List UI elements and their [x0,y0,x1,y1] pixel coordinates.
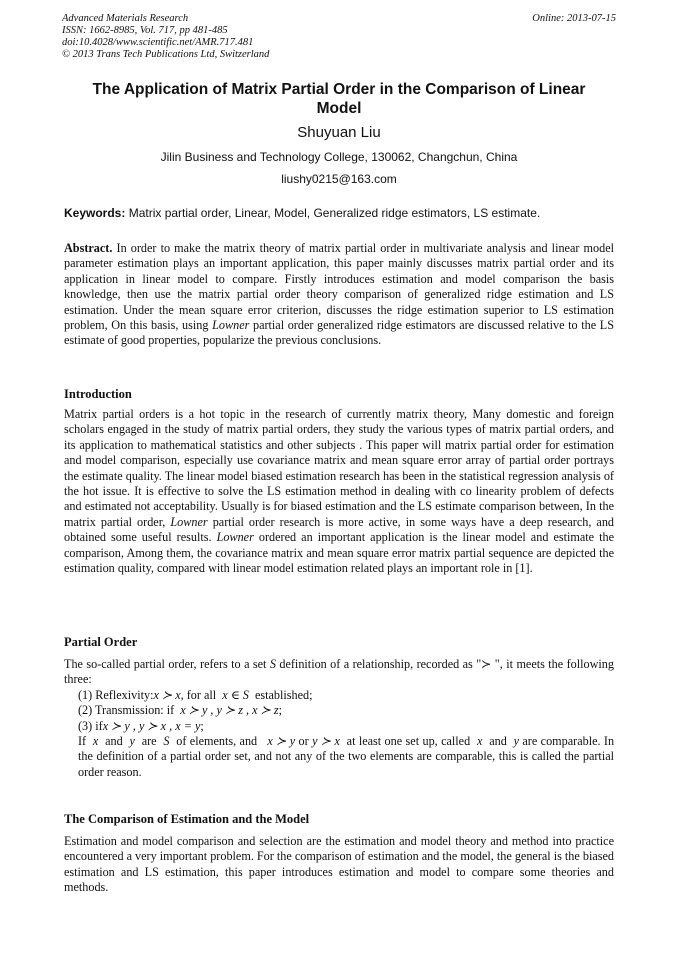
po-p-m1: x ≻ y [267,734,296,749]
doi-line[interactable]: doi:10.4028/www.scientific.net/AMR.717.481 [62,37,254,48]
po-p-m2: y ≻ x [312,734,340,749]
journal-name: Advanced Materials Research [62,13,189,24]
abstract [64,241,614,349]
keywords [64,206,614,220]
po-item-3 [64,719,614,734]
po-p-are: are [141,734,157,749]
abstract-lowner: Lowner [212,318,250,333]
comparison-text: Estimation and model comparison and selection are the estimation and model theory and method into practice encountered a very important problem. For the comparison of estimation and the model, the general is the biased estimation and LS estimation, this paper introduces estimation and model to compare some theories and methods. [64,834,614,895]
po-set-symbol: S [269,657,276,671]
partial-order-text [64,657,614,780]
po-item3-label: (3) if [78,718,103,733]
po-item1-mid: , for all [180,687,217,702]
paper-title: The Application of Matrix Partial Order in the Comparison of Linear Model [92,81,586,117]
po-p-a: If [78,734,87,749]
copyright-line: © 2013 Trans Tech Publications Ltd, Switzerland [62,49,270,60]
po-p-y: y [129,734,135,749]
abstract-text-2: partial order generalized ridge estimators are discussed relative to the LS estimate of good properties, popularize the previous conclusions. [64,318,615,348]
po-item1-label: (1) Reflexivity: [78,687,154,702]
partial-order-intro [64,657,614,688]
po-p-and: and [105,734,123,749]
po-item1-math2: x ∈ S [222,687,249,702]
po-item-2 [64,703,614,718]
po-item3-math: x ≻ y , y ≻ x , x = y [102,718,201,733]
abstract-label: Abstract. [64,241,113,255]
po-item-1 [64,688,614,703]
author-email[interactable]: liushy0215@163.com [281,172,397,186]
intro-part-3: ordered an important application is the linear model and estimate the comparison, Among them, the covariance matrix and mean square error matrix partial sequence are depicted the estimation quality, compared with linear model estimation related plays an important role in [1]. [64,530,615,576]
po-item3-end: ; [200,718,204,733]
keywords-label: Keywords: [64,206,126,220]
intro-part-2: partial order research is more active, in some ways have a deep research, and obtained some useful results. [64,514,615,545]
po-intro-b: definition of a relationship, recorded as "≻ ", it meets the following three: [64,657,614,687]
po-p-x: x [92,734,99,749]
po-item1-math: x ≻ x [153,687,181,702]
issn-line: ISSN: 1662-8985, Vol. 717, pp 481-485 [62,25,228,36]
introduction-heading: Introduction [64,387,132,401]
author-name: Shuyuan Liu [297,124,381,141]
journal-header [62,13,616,61]
po-p-or: or [298,734,309,749]
po-p-s: S [163,734,170,749]
comparison-heading: The Comparison of Estimation and the Model [64,812,310,826]
po-item2-label: (2) Transmission: if [78,703,175,718]
abstract-text-1: In order to make the matrix theory of matrix partial order in multivariate analysis and linear model parameter estimation plays an important application, this paper mainly discusses matrix partial order and its application in linear model to compare. Firstly introduces estimation and model comparison the basis knowledge, then use the matrix partial order theory comparison of generalized ridge estimation and LS estimation. Under the mean square error criterion, discusses the ridge estimation superior to LS estimation problem, On this basis, using [64,241,614,333]
keywords-text: Matrix partial order, Linear, Model, Generalized ridge estimators, LS estimate. [128,206,541,220]
partial-order-heading: Partial Order [64,635,138,649]
po-p-y2: y [513,734,519,749]
po-p-d: are comparable. In the definition of a partial order set, and not any of the two elements are comparable, this is called the partial order reason. [78,734,615,779]
author-affiliation: Jilin Business and Technology College, 130062, Changchun, China [160,150,518,164]
introduction-text [64,407,614,576]
intro-lowner-2: Lowner [216,530,254,545]
online-date: Online: 2013-07-15 [532,13,616,24]
intro-lowner-1: Lowner [170,514,208,529]
po-comparable-paragraph [64,734,614,780]
po-item2-end: ; [278,703,282,718]
po-p-x2: x [476,734,483,749]
po-p-and2: and [489,734,507,749]
po-p-b: of elements, and [176,734,258,749]
po-intro-a: The so-called partial order, refers to a set [64,657,267,671]
po-p-c: at least one set up, called [346,734,471,749]
po-item1-end: established; [254,687,313,702]
intro-part-1: Matrix partial orders is a hot topic in the research of currently matrix theory, Many domestic and foreign scholars engaged in the study of matrix partial orders, they study the various types of matrix partial orders, and its application to mathematical statistics and other subjects . This paper will matrix partial order for estimation and model comparison, especially use covariance matrix and mean square error array of partial order portrays the estimate quality. The linear model biased estimation research has been in the statistical regression analysis of the hot issue. It is effective to solve the LS estimation method in dealing with co linearity problem of defects and estimated not acceptability. Usually is for biased estimation and the LS estimate comparison between, In the matrix partial order, [64,407,614,529]
po-item2-math: x ≻ y , y ≻ z , x ≻ z [180,703,279,718]
